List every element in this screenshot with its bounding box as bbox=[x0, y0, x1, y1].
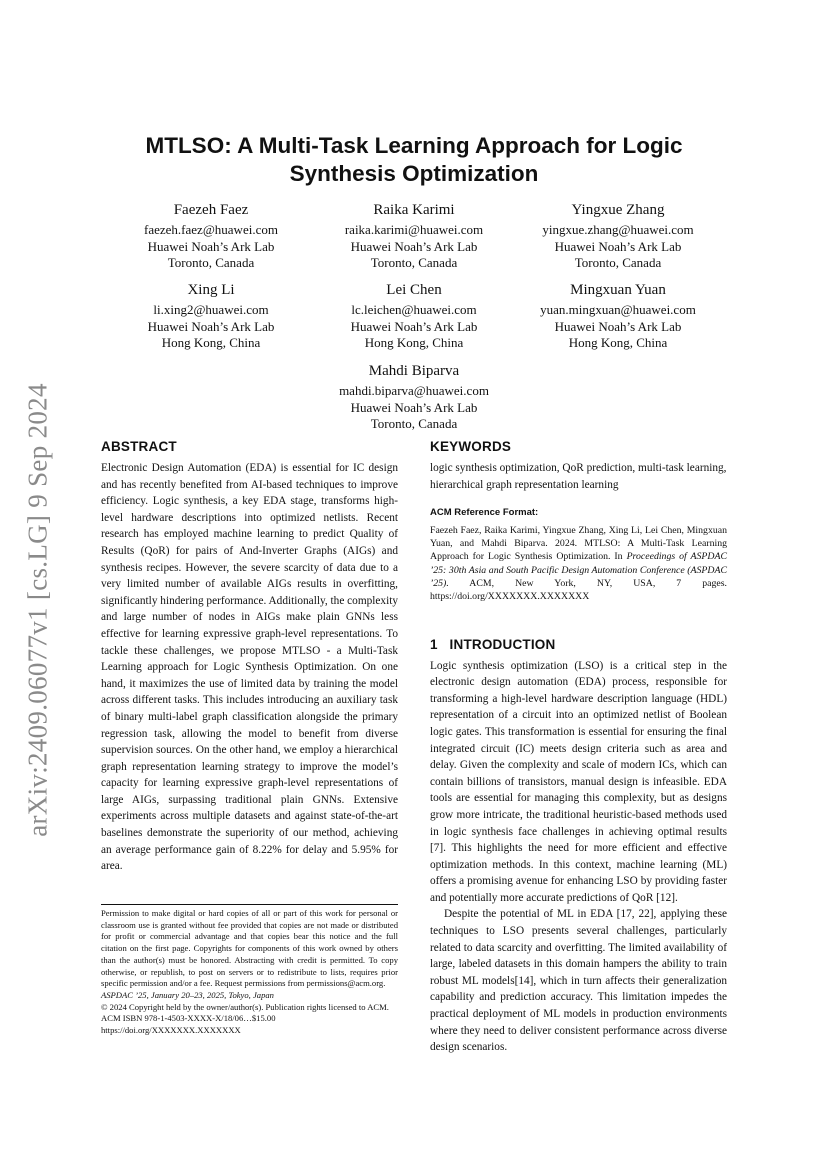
author-block bbox=[309, 362, 519, 433]
isbn-line: ACM ISBN 978-1-4503-XXXX-X/18/06…$15.00 bbox=[101, 1013, 276, 1024]
author-block bbox=[513, 281, 723, 352]
author-block bbox=[309, 201, 519, 272]
author-location: Toronto, Canada bbox=[574, 255, 662, 270]
reference-format-text bbox=[430, 524, 727, 604]
author-affiliation: Huawei Noah’s Ark Lab bbox=[350, 318, 478, 334]
title-line-2: Synthesis Optimization bbox=[289, 161, 539, 186]
author-location: Toronto, Canada bbox=[370, 255, 458, 270]
arxiv-identifier[interactable]: arXiv:2409.06077v1 [cs.LG] 9 Sep 2024 bbox=[22, 383, 53, 837]
author-email[interactable]: lc.leichen@huawei.com bbox=[351, 302, 477, 317]
author-name: Raika Karimi bbox=[373, 202, 455, 218]
permission-text: Permission to make digital or hard copies of all or part of this work for personal or classroom use is granted without fee provided that copies are not made or distributed for profit or commercial advantage and that copies bear this notice and the full citation on the first page. Copyrights for components of this work owned by others than the author(s) must be honored. Abstracting with credit is permitted. To copy otherwise, or republish, to post on servers or to redistribute to lists, requires prior specific permission and/or a fee. Request permissions from permissions@acm.org. bbox=[101, 908, 398, 989]
author-location: Toronto, Canada bbox=[370, 416, 458, 431]
author-affiliation: Huawei Noah’s Ark Lab bbox=[350, 399, 478, 415]
author-email[interactable]: yingxue.zhang@huawei.com bbox=[542, 222, 694, 237]
author-location: Hong Kong, China bbox=[568, 335, 668, 350]
keywords-heading: KEYWORDS bbox=[430, 439, 512, 454]
author-block bbox=[309, 281, 519, 352]
introduction-paragraph-1: Logic synthesis optimization (LSO) is a critical step in the electronic design automation (EDA) process, responsible for transforming a high-level hardware description language (HDL) representation of a circuit into an optimized netlist of Boolean logic gates. This transformation is essential for ensuring the final integrated circuit (IC) meets design criteria such as area and delay. Given the complexity and scale of modern ICs, which can contain billions of transistors, manual design is infeasible. EDA tools are essential for managing this complexity, but as designs grow more intricate, the traditional heuristic-based methods used in logic synthesis face challenges in achieving optimal results [7]. This highlights the need for more efficient and effective optimization methods. In this context, machine learning (ML) offers a promising avenue for enhancing LSO by providing faster and potentially more accurate predictions of QoR [12]. bbox=[430, 659, 727, 904]
keywords-text: logic synthesis optimization, QoR prediction, multi-task learning, hierarchical graph representation learning bbox=[430, 462, 727, 491]
title-line-1: MTLSO: A Multi-Task Learning Approach for Logic bbox=[145, 133, 683, 158]
author-name: Faezeh Faez bbox=[173, 202, 249, 218]
author-email[interactable]: mahdi.biparva@huawei.com bbox=[339, 383, 489, 398]
author-name: Lei Chen bbox=[386, 282, 442, 298]
author-block bbox=[106, 281, 316, 352]
left-column bbox=[101, 438, 398, 875]
introduction-paragraph-2: Despite the potential of ML in EDA [17, 22], applying these techniques to LSO presents several challenges, particularly related to data scarcity and overfitting. The limited availability of large, labeled datasets in this domain hampers the ability to train robust ML models[14], which in turn affects their generalization capability and prediction accuracy. This limitation impedes the practical deployment of ML models in production environments where they need to deliver consistent performance across diverse design scenarios. bbox=[430, 908, 727, 1054]
reference-venue: Proceedings of ASPDAC ’25: 30th Asia and South Pacific Design Automation Conference (ASPDAC ’25). bbox=[430, 551, 727, 589]
author-block bbox=[106, 201, 316, 272]
conference-line bbox=[101, 990, 398, 1002]
author-name: Xing Li bbox=[187, 282, 235, 298]
paper-title bbox=[100, 132, 728, 188]
author-affiliation: Huawei Noah’s Ark Lab bbox=[147, 238, 275, 254]
reference-authors: Faezeh Faez, Raika Karimi, Yingxue Zhang, Xing Li, Lei Chen, Mingxuan Yuan, and Mahdi Biparva. 2024. MTLSO: A Multi-Task Learning Approach for Logic Synthesis Optimization. In bbox=[430, 524, 727, 563]
author-affiliation: Huawei Noah’s Ark Lab bbox=[554, 318, 682, 334]
author-email[interactable]: raika.karimi@huawei.com bbox=[344, 222, 484, 237]
conference-text: ASPDAC ’25, January 20–23, 2025, Tokyo, Japan bbox=[101, 989, 274, 1000]
author-affiliation: Huawei Noah’s Ark Lab bbox=[554, 238, 682, 254]
reference-format-heading: ACM Reference Format: bbox=[430, 507, 539, 519]
permission-footnote bbox=[101, 904, 398, 1037]
author-name: Yingxue Zhang bbox=[571, 202, 665, 218]
abstract-heading: ABSTRACT bbox=[101, 439, 177, 454]
author-email[interactable]: li.xing2@huawei.com bbox=[153, 302, 269, 317]
introduction-heading: 1 INTRODUCTION bbox=[430, 636, 556, 652]
author-location: Hong Kong, China bbox=[364, 335, 464, 350]
author-block bbox=[513, 201, 723, 272]
abstract-text: Electronic Design Automation (EDA) is essential for IC design and has recently benefited from AI-based techniques to improve efficiency. Logic synthesis, a key EDA stage, transforms high-level hardware descriptions into optimized netlists. Recent research has employed machine learning to predict Quality of Results (QoR) for pairs of And-Inverter Graphs (AIGs) and synthesis recipes. However, the severe scarcity of data due to a very limited number of available AIGs results in overfitting, significantly hindering performance. Additionally, the complexity and large number of nodes in AIGs make plain GNNs less effective for learning expressive graph-level representations. To tackle these challenges, we propose MTLSO - a Multi-Task Learning approach for Logic Synthesis Optimization. On one hand, it maximizes the use of limited data by training the model across different tasks. This includes introducing an auxiliary task of binary multi-label graph classification alongside the primary regression task, allowing the model to benefit from diverse supervision sources. On the other hand, we employ a hierarchical graph representation learning strategy to improve the model’s capacity for learning expressive graph-level representations of large AIGs, surpassing traditional plain GNNs. Extensive experiments across multiple datasets and against state-of-the-art baselines demonstrate the superiority of our method, achieving an average performance gain of 8.22% for delay and 5.95% for area. bbox=[101, 462, 398, 873]
author-location: Toronto, Canada bbox=[167, 255, 255, 270]
author-location: Hong Kong, China bbox=[161, 335, 261, 350]
doi-link[interactable]: https://doi.org/XXXXXXX.XXXXXXX bbox=[101, 1025, 241, 1036]
author-email[interactable]: faezeh.faez@huawei.com bbox=[144, 222, 278, 237]
author-affiliation: Huawei Noah’s Ark Lab bbox=[147, 318, 275, 334]
right-column bbox=[430, 438, 727, 1056]
author-name: Mahdi Biparva bbox=[368, 363, 460, 379]
author-name: Mingxuan Yuan bbox=[570, 282, 666, 298]
copyright-line: © 2024 Copyright held by the owner/author(s). Publication rights licensed to ACM. bbox=[101, 1001, 389, 1012]
author-affiliation: Huawei Noah’s Ark Lab bbox=[350, 238, 478, 254]
reference-tail[interactable]: ACM, New York, NY, USA, 7 pages. https://doi.org/XXXXXXX.XXXXXXX bbox=[430, 577, 727, 603]
author-email[interactable]: yuan.mingxuan@huawei.com bbox=[540, 302, 696, 317]
